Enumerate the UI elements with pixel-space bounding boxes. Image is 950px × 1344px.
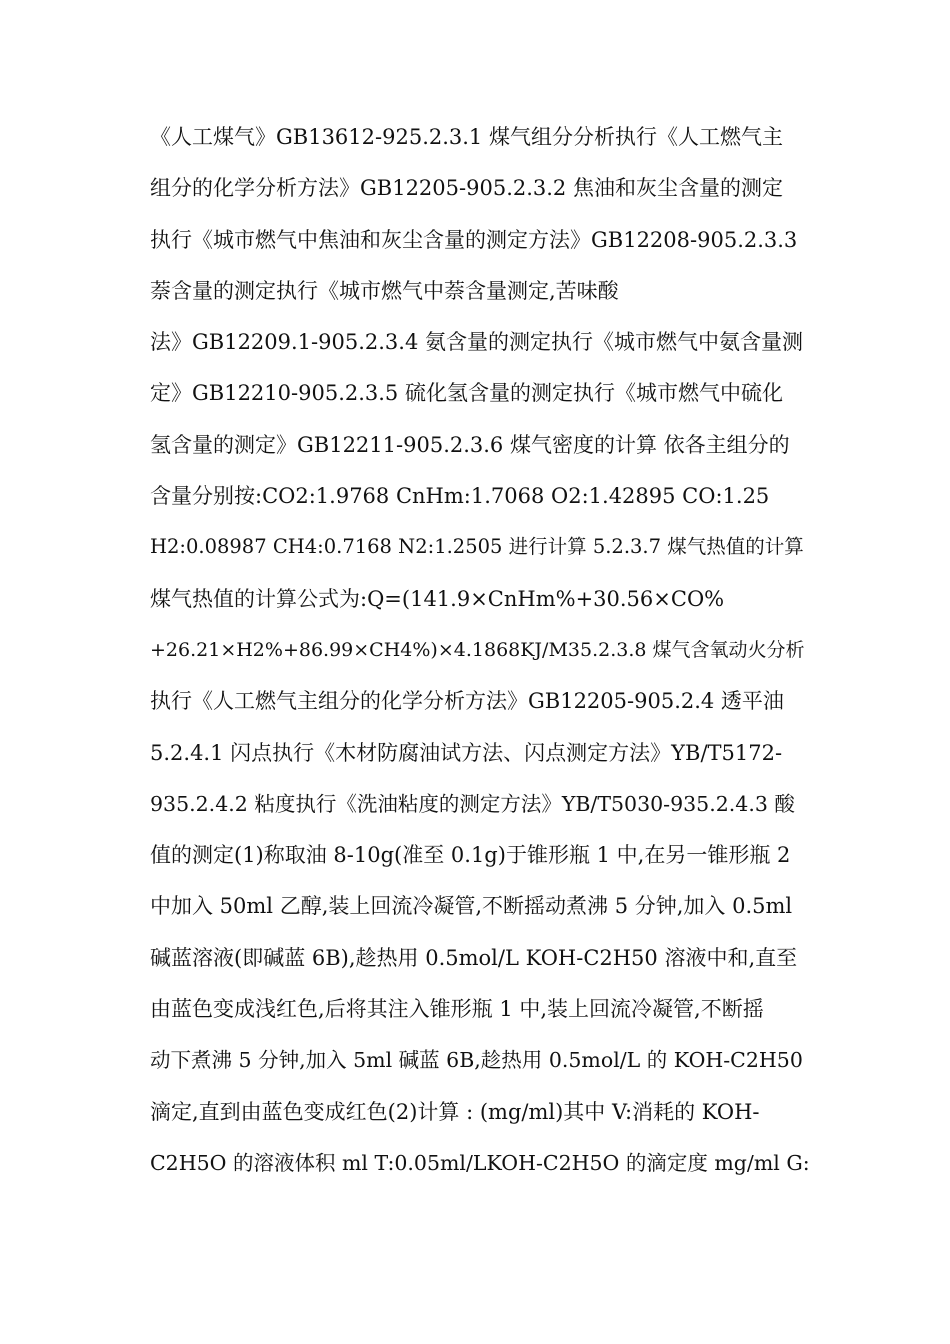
- text-line: 中加入 50ml 乙醇,装上回流冷凝管,不断摇动煮沸 5 分钟,加入 0.5ml: [150, 894, 793, 919]
- text-line: C2H5O 的溶液体积 ml T:0.05ml/LKOH-C2H5O 的滴定度 mg/ml G:: [150, 1150, 810, 1175]
- text-line: 5.2.4.1 闪点执行《木材防腐油试方法、闪点测定方法》YB/T5172-: [150, 740, 783, 765]
- text-line: 值的测定(1)称取油 8-10g(准至 0.1g)于锥形瓶 1 中,在另一锥形瓶 2: [150, 843, 791, 868]
- text-line: 定》GB12210-905.2.3.5 硫化氢含量的测定执行《城市燃气中硫化: [150, 381, 783, 406]
- text-line: 含量分别按:CO2:1.9768 CnHm:1.7068 O2:1.42895 CO:1.25: [150, 484, 770, 509]
- text-line: 氢含量的测定》GB12211-905.2.3.6 煤气密度的计算 依各主组分的: [150, 432, 790, 457]
- text-line: 执行《城市燃气中焦油和灰尘含量的测定方法》GB12208-905.2.3.3: [150, 227, 798, 252]
- text-line: 萘含量的测定执行《城市燃气中萘含量测定,苦味酸: [150, 278, 619, 303]
- text-line: 执行《人工燃气主组分的化学分析方法》GB12205-905.2.4 透平油: [150, 689, 784, 714]
- text-line: 组分的化学分析方法》GB12205-905.2.3.2 焦油和灰尘含量的测定: [150, 176, 783, 201]
- text-line: 动下煮沸 5 分钟,加入 5ml 碱蓝 6B,趁热用 0.5mol/L 的 KOH-C2H50: [150, 1048, 803, 1073]
- text-line: 《人工煤气》GB13612-925.2.3.1 煤气组分分析执行《人工燃气主: [150, 125, 783, 149]
- text-line: 碱蓝溶液(即碱蓝 6B),趁热用 0.5mol/L KOH-C2H50 溶液中和,直至: [150, 945, 798, 970]
- text-line: 法》GB12209.1-905.2.3.4 氨含量的测定执行《城市燃气中氨含量测: [150, 330, 804, 355]
- body-text: [150, 117, 810, 1194]
- text-line: 煤气热值的计算公式为:Q=(141.9×CnHm%+30.56×CO%: [150, 586, 725, 611]
- text-line: 滴定,直到由蓝色变成红色(2)计算 : (mg/ml)其中 V:消耗的 KOH-: [150, 1099, 760, 1124]
- text-line: H2:0.08987 CH4:0.7168 N2:1.2505 进行计算 5.2.3.7 煤气热值的计算: [150, 535, 804, 559]
- text-line: 935.2.4.2 粘度执行《洗油粘度的测定方法》YB/T5030-935.2.4.3 酸: [150, 791, 795, 816]
- text-line: +26.21×H2%+86.99×CH4%)×4.1868KJ/M35.2.3.8 煤气含氧动火分析: [150, 638, 805, 661]
- text-line: 由蓝色变成浅红色,后将其注入锥形瓶 1 中,装上回流冷凝管,不断摇: [150, 997, 764, 1022]
